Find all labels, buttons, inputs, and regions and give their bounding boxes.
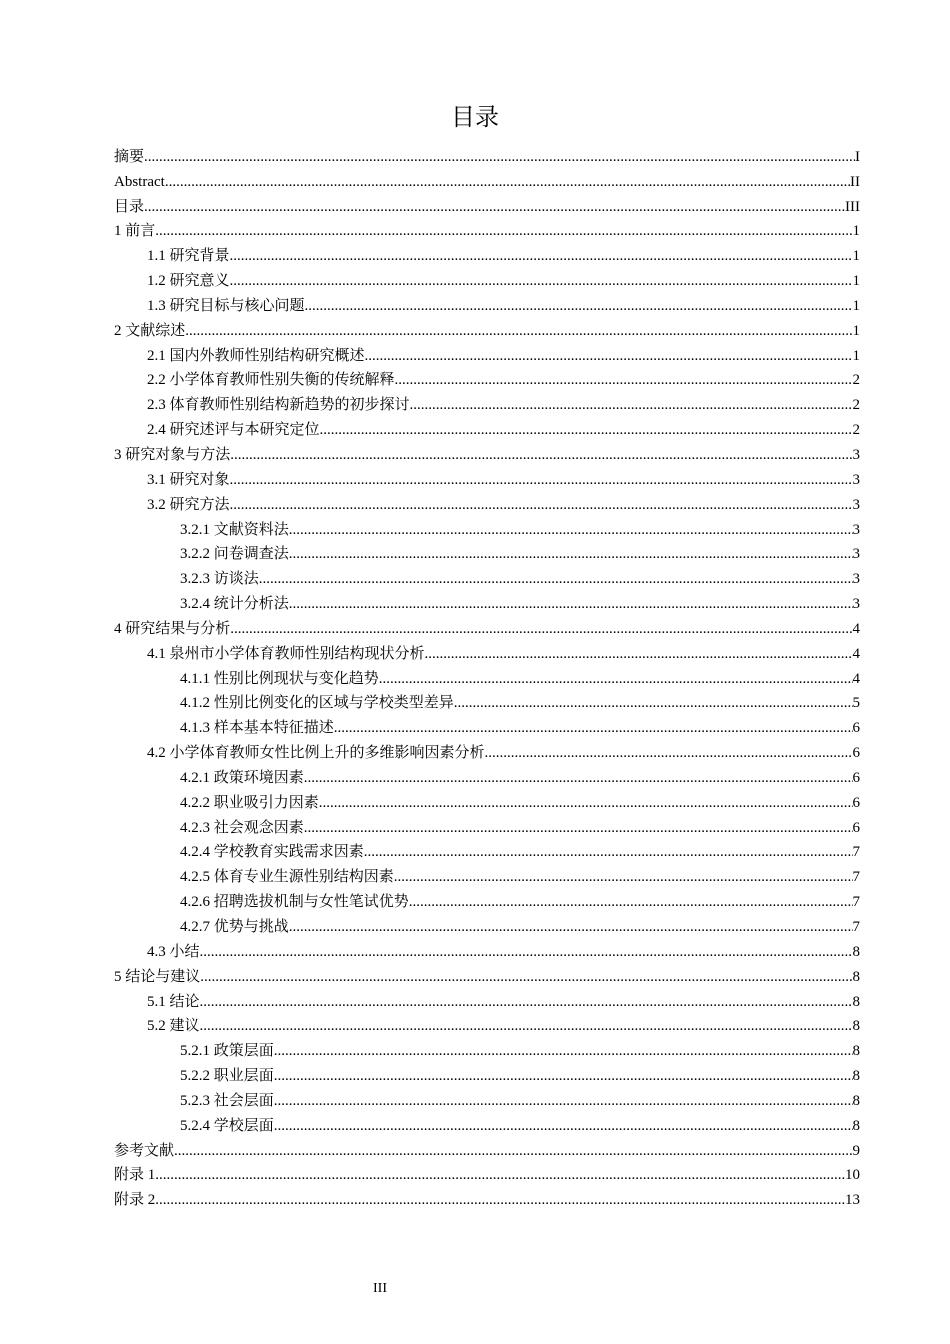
toc-entry[interactable] (114, 167, 860, 192)
toc-entry-label: 5.2 建议 (147, 1018, 200, 1035)
toc-entry-label: 摘要 (114, 148, 145, 165)
toc-leader-dots (144, 197, 845, 217)
toc-leader-dots (200, 967, 852, 987)
toc-leader-dots (395, 370, 853, 390)
toc-leader-dots (230, 271, 853, 291)
toc-entry-page-number: 4 (852, 670, 860, 687)
toc-entry-page-number: 3 (852, 546, 860, 563)
toc-entry[interactable] (114, 316, 860, 341)
toc-entry[interactable] (114, 738, 860, 763)
toc-entry-page-number: I (855, 148, 860, 165)
toc-entry[interactable] (114, 490, 860, 515)
toc-entry[interactable] (114, 1086, 860, 1111)
toc-entry[interactable] (114, 589, 860, 614)
toc-leader-dots (185, 321, 852, 341)
toc-leader-dots (165, 172, 850, 192)
toc-entry-label: 5.1 结论 (147, 993, 200, 1010)
table-of-contents (114, 142, 860, 1210)
toc-entry-label: 4.1 泉州市小学体育教师性别结构现状分析 (147, 645, 425, 662)
toc-entry[interactable] (114, 366, 860, 391)
toc-entry-page-number: 9 (852, 1142, 860, 1159)
toc-entry-page-number: 2 (852, 397, 860, 414)
toc-entry-page-number: 3 (852, 496, 860, 513)
toc-leader-dots (144, 147, 855, 167)
toc-entry-page-number: 8 (852, 1043, 860, 1060)
toc-leader-dots (410, 395, 853, 415)
toc-entry-page-number: 6 (852, 745, 860, 762)
toc-leader-dots (485, 743, 853, 763)
toc-entry-page-number: 1 (852, 297, 860, 314)
toc-leader-dots (289, 544, 853, 564)
toc-entry-page-number: 8 (852, 968, 860, 985)
toc-entry[interactable] (114, 1036, 860, 1061)
toc-entry-label: 附录 1 (114, 1167, 156, 1184)
toc-entry-page-number: 2 (852, 422, 860, 439)
toc-entry-page-number: 8 (852, 943, 860, 960)
toc-entry[interactable] (114, 1161, 860, 1186)
toc-leader-dots (319, 793, 853, 813)
toc-leader-dots (174, 1141, 852, 1161)
toc-entry-page-number: 10 (845, 1167, 860, 1184)
toc-entry-label: 1 前言 (114, 223, 156, 240)
toc-leader-dots (200, 1016, 853, 1036)
toc-entry-label: 4.3 小结 (147, 943, 200, 960)
toc-leader-dots (230, 495, 853, 515)
toc-leader-dots (379, 669, 853, 689)
toc-entry[interactable] (114, 887, 860, 912)
toc-entry-page-number: 5 (852, 695, 860, 712)
toc-entry-label: 4.1.3 样本基本特征描述 (180, 720, 334, 737)
toc-entry-page-number: II (850, 173, 860, 190)
toc-entry-page-number: 1 (852, 223, 860, 240)
toc-entry[interactable] (114, 241, 860, 266)
toc-entry[interactable] (114, 689, 860, 714)
toc-entry-page-number: 4 (852, 620, 860, 637)
toc-leader-dots (155, 1190, 845, 1210)
toc-entry[interactable] (114, 390, 860, 415)
toc-entry-label: 4.2.2 职业吸引力因素 (180, 794, 319, 811)
toc-entry[interactable] (114, 763, 860, 788)
toc-entry-page-number: 3 (852, 471, 860, 488)
toc-entry[interactable] (114, 1185, 860, 1210)
toc-leader-dots (230, 246, 853, 266)
toc-entry-label: 3 研究对象与方法 (114, 446, 231, 463)
toc-entry-page-number: 7 (852, 844, 860, 861)
page-number: III (373, 1281, 387, 1296)
toc-leader-dots (454, 693, 853, 713)
toc-leader-dots (230, 445, 852, 465)
toc-entry[interactable] (114, 1136, 860, 1161)
toc-entry-page-number: 7 (852, 919, 860, 935)
toc-leader-dots (274, 1066, 853, 1086)
toc-entry-label: 4.2.7 优势与挑战 (180, 919, 289, 935)
toc-entry[interactable] (114, 987, 860, 1012)
toc-entry-page-number: 3 (852, 571, 860, 588)
toc-leader-dots (304, 818, 853, 838)
toc-entry[interactable] (114, 540, 860, 565)
toc-entry-label: 4.2.3 社会观念因素 (180, 819, 304, 836)
toc-entry-label: 4.2.6 招聘选拔机制与女性笔试优势 (180, 894, 409, 911)
toc-entry[interactable] (114, 937, 860, 962)
toc-leader-dots (259, 569, 853, 589)
toc-entry-label: 3.2.3 访谈法 (180, 571, 259, 588)
toc-entry[interactable] (114, 614, 860, 639)
toc-entry-page-number: 6 (852, 819, 860, 836)
toc-entry-label: 目录 (114, 198, 145, 215)
toc-entry-page-number: 7 (852, 869, 860, 886)
toc-leader-dots (289, 917, 853, 937)
toc-entry-label: 2.1 国内外教师性别结构研究概述 (147, 347, 365, 364)
toc-entry-page-number: 8 (852, 1018, 860, 1035)
toc-entry-page-number: 6 (852, 720, 860, 737)
toc-entry-label: 5.2.1 政策层面 (180, 1043, 274, 1060)
toc-entry-label: 4 研究结果与分析 (114, 620, 231, 637)
toc-entry[interactable] (114, 962, 860, 987)
toc-entry[interactable] (114, 515, 860, 540)
toc-entry-label: 1.2 研究意义 (147, 273, 230, 290)
toc-leader-dots (364, 842, 853, 862)
toc-entry-label: 5.2.3 社会层面 (180, 1092, 274, 1109)
toc-entry-label: 3.2.1 文献资料法 (180, 521, 289, 538)
toc-leader-dots (230, 619, 852, 639)
toc-entry[interactable] (114, 440, 860, 465)
toc-entry[interactable] (114, 1111, 860, 1136)
toc-entry[interactable] (114, 465, 860, 490)
toc-entry[interactable] (114, 1061, 860, 1086)
toc-entry-label: Abstract (114, 173, 165, 190)
toc-entry[interactable] (114, 142, 860, 167)
toc-entry-label: 3.2.2 问卷调查法 (180, 546, 289, 563)
toc-leader-dots (274, 1091, 853, 1111)
toc-leader-dots (425, 644, 853, 664)
toc-leader-dots (200, 992, 853, 1012)
toc-entry[interactable] (114, 639, 860, 664)
toc-entry[interactable] (114, 813, 860, 838)
toc-leader-dots (230, 470, 853, 490)
toc-entry-page-number: 3 (852, 521, 860, 538)
toc-leader-dots (289, 594, 853, 614)
toc-entry-page-number: 3 (852, 446, 860, 463)
toc-entry-label: 4.2.1 政策环境因素 (180, 769, 304, 786)
toc-entry-label: 5 结论与建议 (114, 968, 201, 985)
toc-entry-page-number: 4 (852, 645, 860, 662)
page-title: 目录 (451, 103, 499, 131)
toc-entry-page-number: 3 (852, 596, 860, 613)
toc-entry-label: 2.2 小学体育教师性别失衡的传统解释 (147, 372, 395, 389)
toc-entry-label: 附录 2 (114, 1192, 156, 1209)
toc-entry-page-number: 8 (852, 993, 860, 1010)
toc-entry-page-number: 2 (852, 372, 860, 389)
toc-leader-dots (305, 296, 853, 316)
toc-entry-label: 参考文献 (114, 1142, 175, 1159)
toc-entry-page-number: 8 (852, 1092, 860, 1109)
toc-entry[interactable] (114, 415, 860, 440)
toc-leader-dots (365, 346, 853, 366)
toc-entry-page-number: 1 (852, 248, 860, 265)
toc-leader-dots (409, 892, 853, 912)
toc-entry-page-number: III (845, 198, 860, 215)
toc-entry-label: 3.1 研究对象 (147, 471, 230, 488)
toc-entry-page-number: 8 (852, 1117, 860, 1134)
toc-entry-label: 5.2.4 学校层面 (180, 1117, 274, 1134)
toc-leader-dots (334, 718, 853, 738)
toc-entry-label: 4.1.1 性别比例现状与变化趋势 (180, 670, 379, 687)
toc-leader-dots (304, 768, 853, 788)
toc-entry-page-number: 13 (845, 1192, 860, 1209)
toc-entry-label: 4.2.5 体育专业生源性别结构因素 (180, 869, 394, 886)
toc-entry[interactable] (114, 838, 860, 863)
toc-entry[interactable] (114, 862, 860, 887)
toc-entry-label: 2.3 体育教师性别结构新趋势的初步探讨 (147, 397, 410, 414)
toc-leader-dots (155, 1165, 845, 1185)
toc-entry-label: 4.2 小学体育教师女性比例上升的多维影响因素分析 (147, 745, 485, 762)
toc-entry-page-number: 6 (852, 794, 860, 811)
toc-entry-label: 2.4 研究述评与本研究定位 (147, 422, 320, 439)
toc-entry-page-number: 1 (852, 322, 860, 339)
toc-entry[interactable] (114, 564, 860, 589)
toc-leader-dots (394, 867, 853, 887)
toc-entry-label: 3.2 研究方法 (147, 496, 230, 513)
toc-entry[interactable] (114, 192, 860, 217)
toc-entry-page-number: 1 (852, 273, 860, 290)
toc-entry-label: 2 文献综述 (114, 322, 186, 339)
toc-entry-label: 3.2.4 统计分析法 (180, 596, 289, 613)
toc-entry[interactable] (114, 266, 860, 291)
toc-entry-label: 5.2.2 职业层面 (180, 1068, 274, 1085)
toc-entry-label: 1.1 研究背景 (147, 248, 230, 265)
toc-entry[interactable] (114, 291, 860, 316)
toc-entry[interactable] (114, 713, 860, 738)
toc-entry-label: 4.1.2 性别比例变化的区域与学校类型差异 (180, 695, 454, 712)
toc-entry-page-number: 6 (852, 769, 860, 786)
toc-entry[interactable] (114, 217, 860, 242)
toc-entry-label: 4.2.4 学校教育实践需求因素 (180, 844, 364, 861)
toc-entry[interactable] (114, 912, 860, 937)
toc-leader-dots (155, 221, 852, 241)
toc-entry-page-number: 7 (852, 894, 860, 911)
toc-entry-label: 1.3 研究目标与核心问题 (147, 297, 305, 314)
toc-entry[interactable] (114, 664, 860, 689)
toc-leader-dots (320, 420, 853, 440)
toc-entry[interactable] (114, 788, 860, 813)
toc-entry[interactable] (114, 1012, 860, 1037)
toc-leader-dots (200, 942, 853, 962)
toc-leader-dots (274, 1041, 853, 1061)
toc-entry-page-number: 1 (852, 347, 860, 364)
toc-entry[interactable] (114, 341, 860, 366)
toc-leader-dots (274, 1116, 853, 1136)
toc-leader-dots (289, 520, 853, 540)
toc-entry-page-number: 8 (852, 1068, 860, 1085)
